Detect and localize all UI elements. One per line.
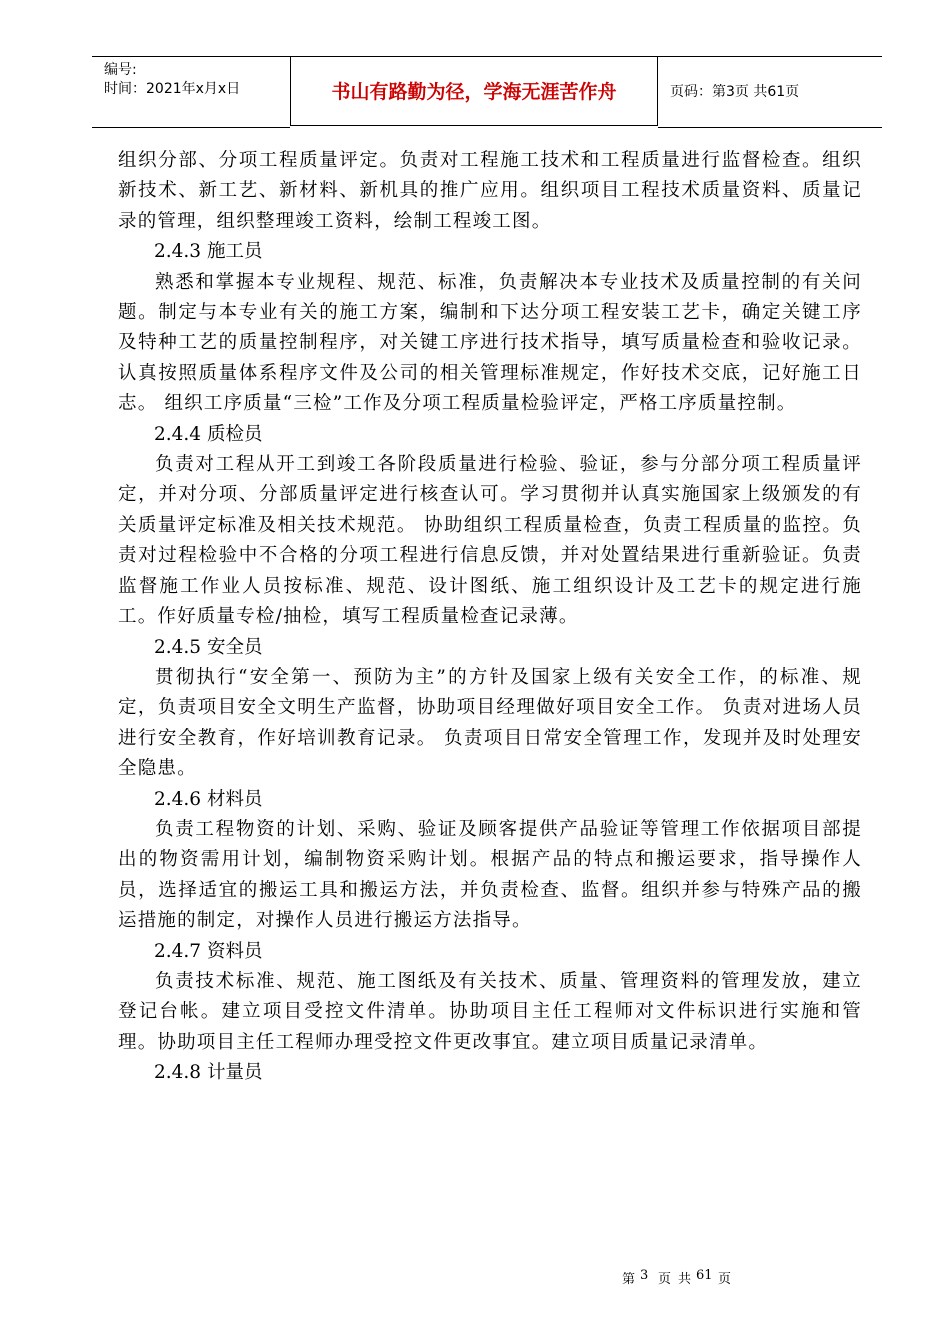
header-page-cell bbox=[658, 56, 882, 128]
header-slogan-cell bbox=[290, 56, 658, 126]
footer-ye2: 页 bbox=[718, 1272, 732, 1287]
document-body bbox=[118, 146, 862, 1089]
document-time-label: 时间：2021年x月x日 bbox=[104, 81, 241, 97]
footer-ye: 页 bbox=[658, 1272, 672, 1287]
header-page-label: 页码：第3页 共61页 bbox=[670, 84, 800, 100]
body-paragraph: 贯彻执行“安全第一、预防为主”的方针及国家上级有关安全工作，的标准、规定，负责项目安全文明生产监督，协助项目经理做好项目安全工作。 负责对进场人员进行安全教育，作好培训教育记录。 负责项目日常安全管理工作，发现并及时处理安全隐患。 bbox=[118, 666, 862, 780]
header-info-cell bbox=[92, 56, 290, 128]
section-heading: 2.4.5 安全员 bbox=[154, 636, 263, 658]
document-number-label: 编号: bbox=[104, 62, 137, 78]
footer-page-number: 3 bbox=[640, 1268, 649, 1283]
section-heading: 2.4.4 质检员 bbox=[154, 423, 263, 445]
body-paragraph: 负责工程物资的计划、采购、验证及顾客提供产品验证等管理工作依据项目部提出的物资需用计划，编制物资采购计划。根据产品的特点和搬运要求，指导操作人员，选择适宜的搬运工具和搬运方法，并负责检查、监督。组织并参与特殊产品的搬运措施的制定，对操作人员进行搬运方法指导。 bbox=[118, 818, 862, 932]
body-paragraph: 负责对工程从开工到竣工各阶段质量进行检验、验证，参与分部分项工程质量评定，并对分项、分部质量评定进行核查认可。学习贯彻并认真实施国家上级颁发的有关质量评定标准及相关技术规范。 协助组织工程质量检查，负责工程质量的监控。负责对过程检验中不合格的分项工程进行信息反馈，并对处置结果进行重新验证。负责监督施工作业人员按标准、规范、设计图纸、施工组织设计及工艺卡的规定进行施工。作好质量专检/抽检，填写工程质量检查记录薄。 bbox=[118, 454, 862, 628]
body-paragraph: 负责技术标准、规范、施工图纸及有关技术、质量、管理资料的管理发放，建立登记台帐。建立项目受控文件清单。协助项目主任工程师对文件标识进行实施和管理。协助项目主任工程师办理受控文件更改事宜。建立项目质量记录清单。 bbox=[118, 970, 862, 1053]
section-heading: 2.4.7 资料员 bbox=[154, 940, 263, 962]
body-paragraph: 熟悉和掌握本专业规程、规范、标准，负责解决本专业技术及质量控制的有关问题。制定与本专业有关的施工方案，编制和下达分项工程安装工艺卡，确定关键工序及特种工艺的质量控制程序，对关键工序进行技术指导，填写质量检查和验收记录。认真按照质量体系程序文件及公司的相关管理标准规定，作好技术交底，记好施工日志。 组织工序质量“三检”工作及分项工程质量检验评定，严格工序质量控制。 bbox=[118, 271, 862, 415]
page-header bbox=[92, 56, 882, 126]
section-heading: 2.4.6 材料员 bbox=[154, 788, 263, 810]
body-paragraph: 组织分部、分项工程质量评定。负责对工程施工技术和工程质量进行监督检查。组织新技术、新工艺、新材料、新机具的推广应用。组织项目工程技术质量资料、质量记录的管理，组织整理竣工资料，绘制工程竣工图。 bbox=[118, 150, 862, 232]
footer-total-pages: 61 bbox=[696, 1268, 713, 1283]
section-heading: 2.4.3 施工员 bbox=[154, 241, 263, 263]
header-slogan: 书山有路勤为径，学海无涯苦作舟 bbox=[331, 81, 617, 103]
footer-di: 第 bbox=[622, 1272, 636, 1287]
section-heading: 2.4.8 计量员 bbox=[154, 1062, 263, 1084]
footer-gong: 共 bbox=[678, 1272, 692, 1287]
